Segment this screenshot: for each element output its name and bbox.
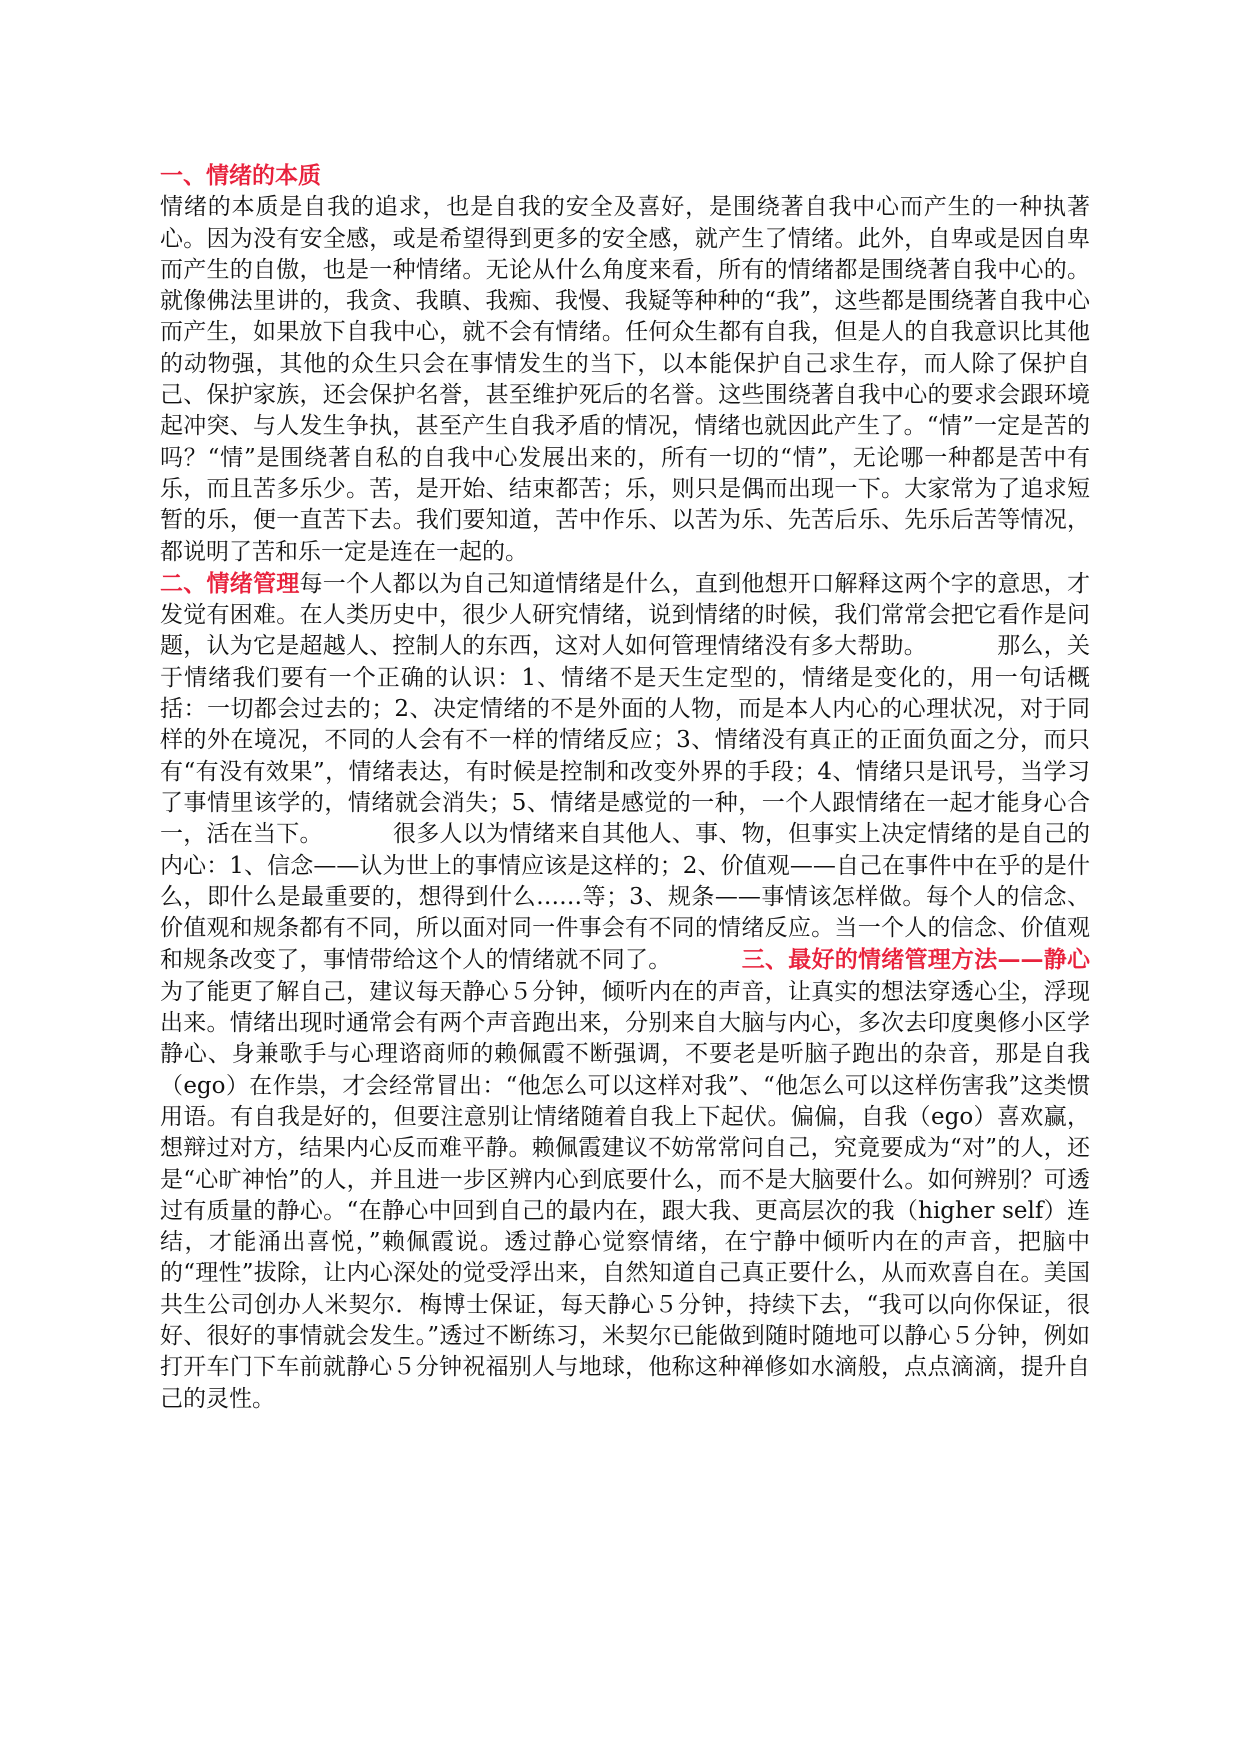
section-2-body-beliefs: 很多人以为情绪来自其他人、事、物，但事实上决定情绪的是自己的内心：1、信念——认为世上的事情应该是这样的；2、价值观——自己在事件中在乎的是什么，即什么是最重要的，想得到什么……等；3、规条——事情该怎样做。每个人的信念、价值观和规条都有不同，所以面对同一件事会有不同的情绪反应。当一个人的信念、价值观和规条改变了，事情带给这个人的情绪就不同了。 (160, 821, 1091, 974)
section-2-heading: 二、情绪管理 (160, 569, 300, 597)
section-1-heading: 一、情绪的本质 (160, 162, 321, 189)
section-2-body-intro: 每一个人都以为自己知道情绪是什么，直到他想开口解释这两个字的意思，才发觉有困难。在人类历史中，很少人研究情绪，说到情绪的时候，我们常常会把它看作是问题，认为它是超越人、控制人的东西，这对人如何管理情绪没有多大帮助。 (160, 570, 1091, 660)
section-2 (160, 568, 1090, 1415)
section-3-body: 为了能更了解自己，建议每天静心５分钟，倾听内在的声音，让真实的想法穿透心尘，浮现出来。情绪出现时通常会有两个声音跑出来，分别来自大脑与内心，多次去印度奥修小区学静心、身兼歌手与心理谘商师的赖佩霞不断强调，不要老是听脑子跑出的杂音，那是自我（ego）在作祟，才会经常冒出：“他怎么可以这样对我”、“他怎么可以这样伤害我”这类惯用语。有自我是好的，但要注意别让情绪随着自我上下起伏。偏偏，自我（ego）喜欢赢，想辩过对方，结果内心反而难平静。赖佩霞建议不妨常常问自己，究竟要成为“对”的人，还是“心旷神怡”的人，并且进一步区辨内心到底要什么，而不是大脑要什么。如何辨别？可透过有质量的静心。“在静心中回到自己的最内在，跟大我、更高层次的我（higher self）连结，才能涌出喜悦，”赖佩霞说。透过静心觉察情绪，在宁静中倾听内在的声音，把脑中的“理性”拔除，让内心深处的觉受浮出来，自然知道自己真正要什么，从而欢喜自在。美国共生公司创办人米契尔．梅博士保证，每天静心５分钟，持续下去，“我可以向你保证，很好、很好的事情就会发生。”透过不断练习，米契尔已能做到随时随地可以静心５分钟，例如打开车门下车前就静心５分钟祝福别人与地球，他称这种禅修如水滴般，点点滴滴，提升自己的灵性。 (160, 978, 1090, 1412)
section-2-body-points: 那么，关于情绪我们要有一个正确的认识：1、情绪不是天生定型的，情绪是变化的，用一句话概括：一切都会过去的；2、决定情绪的不是外面的人物，而是本人内心的心理状况，对于同样的外在境况，不同的人会有不一样的情绪反应；3、情绪没有真正的正面负面之分，而只有“有没有效果”，情绪表达，有时候是控制和改变外界的手段；4、情绪只是讯号，当学习了事情里该学的，情绪就会消失；5、情绪是感觉的一种，一个人跟情绪在一起才能身心合一，活在当下。 (160, 633, 1091, 848)
section-1 (160, 160, 1090, 568)
document-page (160, 160, 1090, 1415)
section-1-body: 情绪的本质是自我的追求，也是自我的安全及喜好，是围绕著自我中心而产生的一种执著心。因为没有安全感，或是希望得到更多的安全感，就产生了情绪。此外，自卑或是因自卑而产生的自傲，也是一种情绪。无论从什么角度来看，所有的情绪都是围绕著自我中心的。就像佛法里讲的，我贪、我瞋、我痴、我慢、我疑等种种的“我”，这些都是围绕著自我中心而产生，如果放下自我中心，就不会有情绪。任何众生都有自我，但是人的自我意识比其他的动物强，其他的众生只会在事情发生的当下，以本能保护自己求生存，而人除了保护自己、保护家族，还会保护名誉，甚至维护死后的名誉。这些围绕著自我中心的要求会跟环境起冲突、与人发生争执，甚至产生自我矛盾的情况，情绪也就因此产生了。“情”一定是苦的吗？“情”是围绕著自私的自我中心发展出来的，所有一切的“情”，无论哪一种都是苦中有乐，而且苦多乐少。苦，是开始、结束都苦；乐，则只是偶而出现一下。大家常为了追求短暂的乐，便一直苦下去。我们要知道，苦中作乐、以苦为乐、先苦后乐、先乐后苦等情况，都说明了苦和乐一定是连在一起的。 (160, 194, 1090, 565)
section-3-heading: 三、最好的情绪管理方法——静心 (741, 946, 1090, 974)
